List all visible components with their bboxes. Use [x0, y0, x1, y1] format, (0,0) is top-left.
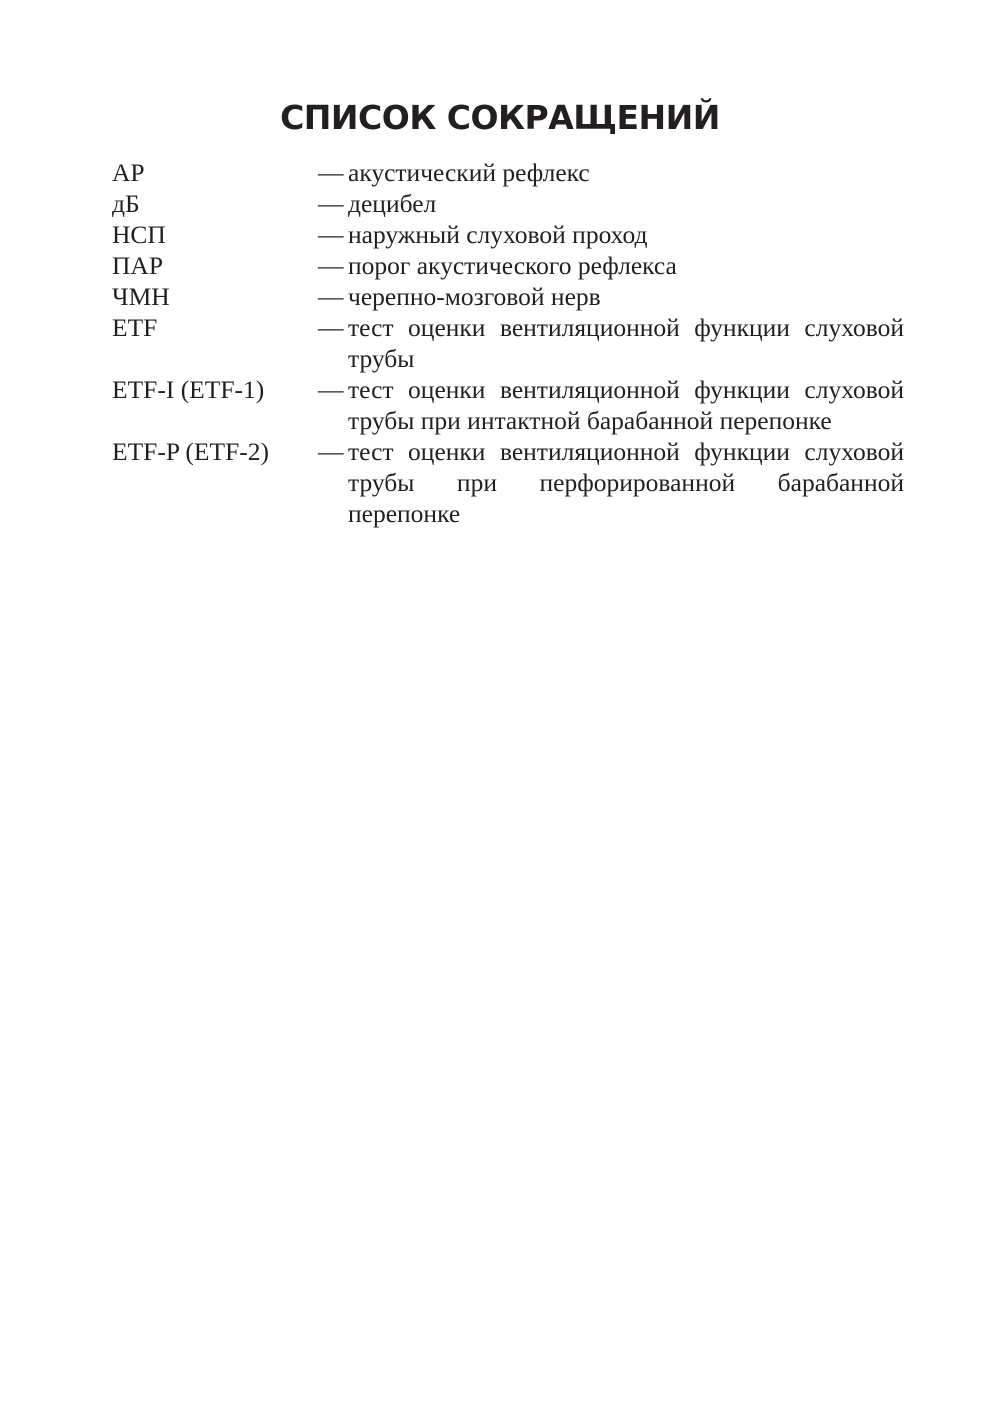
abbreviation-definition: черепно-мозговой нерв — [348, 282, 601, 311]
dash-separator: — — [318, 437, 344, 466]
dash-separator: — — [318, 251, 344, 280]
abbreviation-term: ETF-P (ETF-2) — [112, 437, 269, 466]
abbreviation-entry — [112, 157, 904, 188]
dash-separator: — — [318, 158, 344, 187]
abbreviation-definition: наружный слуховой проход — [348, 220, 648, 249]
abbreviation-term: ЧМН — [112, 282, 170, 311]
abbreviation-definition: децибел — [348, 189, 437, 218]
abbreviation-term: ETF-I (ETF-1) — [112, 375, 265, 404]
page-title: СПИСОК СОКРАЩЕНИЙ — [280, 98, 720, 137]
abbreviation-entry — [112, 250, 904, 281]
abbreviation-definition: тест оценки вентиляционной функции слуховой трубы при перфорированной барабанной перепонке — [348, 437, 904, 528]
abbreviation-definition: порог акустического рефлекса — [348, 251, 677, 280]
abbreviation-entry — [112, 188, 904, 219]
abbreviation-term: ПАР — [112, 251, 164, 280]
abbreviation-term: АР — [112, 158, 145, 187]
dash-separator: — — [318, 313, 344, 342]
abbreviation-definition: тест оценки вентиляционной функции слуховой трубы при интактной барабанной перепонке — [348, 375, 904, 435]
abbreviation-entry — [112, 219, 904, 250]
dash-separator: — — [318, 282, 344, 311]
abbreviation-entry — [112, 312, 904, 374]
abbreviation-list — [112, 157, 904, 529]
dash-separator: — — [318, 220, 344, 249]
abbreviation-term: НСП — [112, 220, 166, 249]
abbreviation-entry — [112, 281, 904, 312]
dash-separator: — — [318, 189, 344, 218]
abbreviation-term: дБ — [112, 189, 140, 218]
abbreviation-entry — [112, 436, 904, 529]
abbreviation-definition: акустический рефлекс — [348, 158, 590, 187]
abbreviation-definition: тест оценки вентиляционной функции слуховой трубы — [348, 313, 904, 373]
dash-separator: — — [318, 375, 344, 404]
abbreviation-entry — [112, 374, 904, 436]
abbreviation-term: ETF — [112, 313, 158, 342]
